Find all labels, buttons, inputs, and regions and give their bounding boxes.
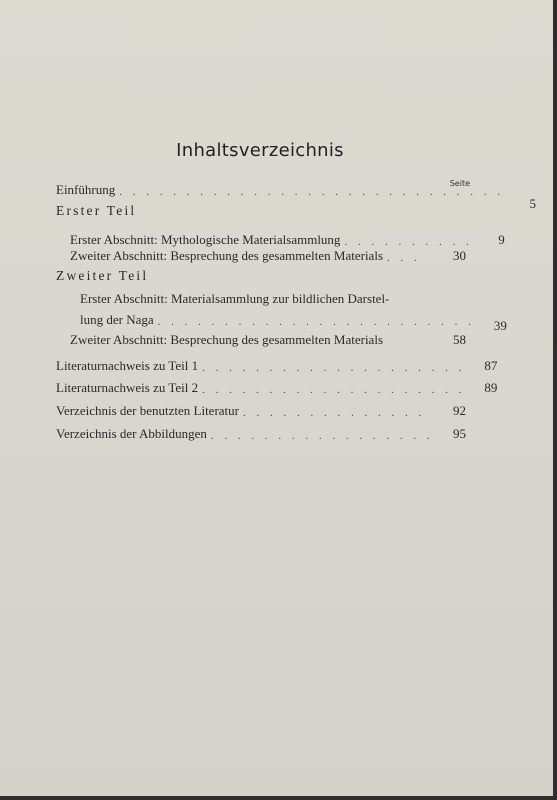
toc-entry-page: 89 xyxy=(484,380,498,395)
toc-entry-text: Einführung xyxy=(56,182,116,197)
toc-part-heading: Erster Teil xyxy=(56,203,137,218)
toc-entry-text: Verzeichnis der benutzten Literatur xyxy=(56,403,239,418)
leader-dots: . . . . . . . . . . . . . . xyxy=(243,407,426,419)
toc-entry xyxy=(80,310,507,333)
toc-entry-text: Erster Abschnitt: Mythologische Materialsammlung xyxy=(70,232,341,247)
leader-dots: . . . . . . . . . . . . . . . . . . . . xyxy=(202,384,466,396)
toc-entry-text: Zweiter Abschnitt: Besprechung des gesammelten Materials xyxy=(70,332,383,347)
leader-dots: . . . . . . . . . . . . . . . . . xyxy=(210,430,434,442)
toc-entry-page: 92 xyxy=(453,403,466,418)
toc-entry-page: 95 xyxy=(453,426,466,441)
toc-entry-text: Verzeichnis der Abbildungen xyxy=(56,426,207,441)
leader-dots: . . . . . . . . . . . . . . . . . . . . xyxy=(202,362,466,374)
toc-entry xyxy=(56,424,466,442)
page-column-header: Seite xyxy=(449,179,470,188)
leader-dots: . . . . . . . . . . . . . . . . . . . . . . . . . . . . . xyxy=(119,186,504,198)
toc-entry-page: 5 xyxy=(529,196,536,211)
toc-part-heading: Zweiter Teil xyxy=(56,268,149,283)
toc-entry-text: Zweiter Abschnitt: Besprechung des gesammelten Materials xyxy=(70,248,383,263)
toc-entry xyxy=(56,378,498,396)
toc-entry-text: Erster Abschnitt: Materialsammlung zur bildlichen Darstel- xyxy=(80,291,390,306)
toc-entry xyxy=(70,246,466,264)
leader-dots: . . . . . . . . . . xyxy=(344,236,473,248)
toc-entry-text: lung der Naga xyxy=(80,312,154,327)
toc-entry xyxy=(70,330,466,348)
toc-entry-page: 87 xyxy=(484,358,498,373)
toc-entry-page: 39 xyxy=(493,318,507,333)
toc-entry-page: 9 xyxy=(498,232,505,247)
toc-entry-text: Literaturnachweis zu Teil 2 xyxy=(56,380,199,395)
leader-dots: . . . xyxy=(387,252,421,264)
leader-dots: . . . . . . . . . . . . . . . . . . . . . . . . xyxy=(157,316,475,328)
toc-entry-text: Literaturnachweis zu Teil 1 xyxy=(56,358,199,373)
toc-entry xyxy=(56,356,498,374)
page-title: Inhaltsverzeichnis xyxy=(176,140,344,161)
toc-entry-page: 58 xyxy=(453,332,466,347)
toc-entry-page: 30 xyxy=(453,248,466,263)
toc-entry xyxy=(56,401,466,419)
